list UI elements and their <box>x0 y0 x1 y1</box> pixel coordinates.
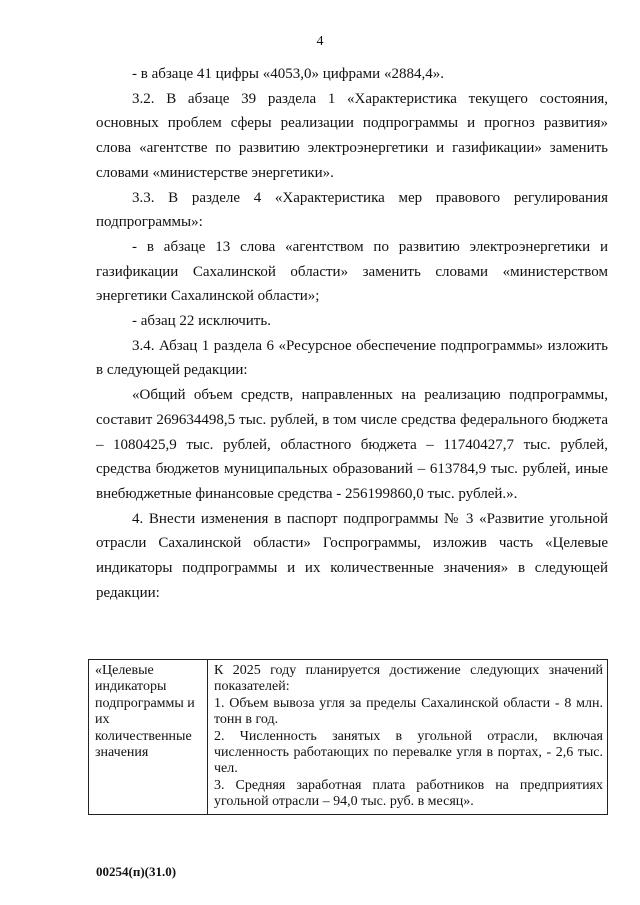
targets-value-cell <box>208 660 608 815</box>
table-row <box>89 660 608 815</box>
paragraph-amend-41: - в абзаце 41 цифры «4053,0» цифрами «2884,4». <box>132 66 444 82</box>
document-code: 00254(п)(31.0) <box>96 864 177 879</box>
targets-label-cell: «Целевые индикаторы подпрограммы и их количественные значения <box>89 660 208 815</box>
document-body <box>96 62 608 605</box>
paragraph-amend-13: - в абзаце 13 слова «агентством по развитию электроэнергетики и газификации Сахалинской области» заменить словами «министерством энергетики Сахалинской области»; <box>96 238 608 305</box>
paragraph-4: 4. Внести изменения в паспорт подпрограммы № 3 «Развитие угольной отрасли Сахалинской области» Госпрограммы, изложив часть «Целевые индикаторы подпрограммы и их количественные значения» в следующей редакции: <box>96 510 608 601</box>
target-item-3: 3. Средняя заработная плата работников на предприятиях угольной отрасли – 94,0 тыс. руб. в месяц». <box>214 777 603 810</box>
target-item-1: 1. Объем вывоза угля за пределы Сахалинской области - 8 млн. тонн в год. <box>214 695 603 728</box>
targets-table <box>88 659 608 815</box>
paragraph-amend-22: - абзац 22 исключить. <box>132 313 271 330</box>
page-number: 4 <box>316 34 324 49</box>
paragraph-funding-quote: «Общий объем средств, направленных на реализацию подпрограммы, составит 269634498,5 тыс. рублей, в том числе средства федерального бюджета – 1080425,9 тыс. рублей, областного бюджета – 11740427,7 тыс. рублей, средства бюджетов муниципальных образований – 613784,9 тыс. рублей, иные внебюджетные финансовые средства - 256199860,0 тыс. рублей.». <box>96 387 608 502</box>
paragraph-3-4: 3.4. Абзац 1 раздела 6 «Ресурсное обеспечение подпрограммы» изложить в следующей редакции: <box>96 337 608 379</box>
paragraph-3-2: 3.2. В абзаце 39 раздела 1 «Характеристика текущего состояния, основных проблем сферы реализации подпрограммы и прогноз развития» слова «агентстве по развитию электроэнергетики и газификации» заменить словами «министерстве энергетики». <box>96 90 608 181</box>
target-item-2: 2. Численность занятых в угольной отрасли, включая численность работающих по перевалке угля в портах, - 2,6 тыс. чел. <box>214 728 603 777</box>
paragraph-3-3: 3.3. В разделе 4 «Характеристика мер правового регулирования подпрограммы»: <box>96 189 608 231</box>
targets-intro: К 2025 году планируется достижение следующих значений показателей: <box>214 663 603 695</box>
